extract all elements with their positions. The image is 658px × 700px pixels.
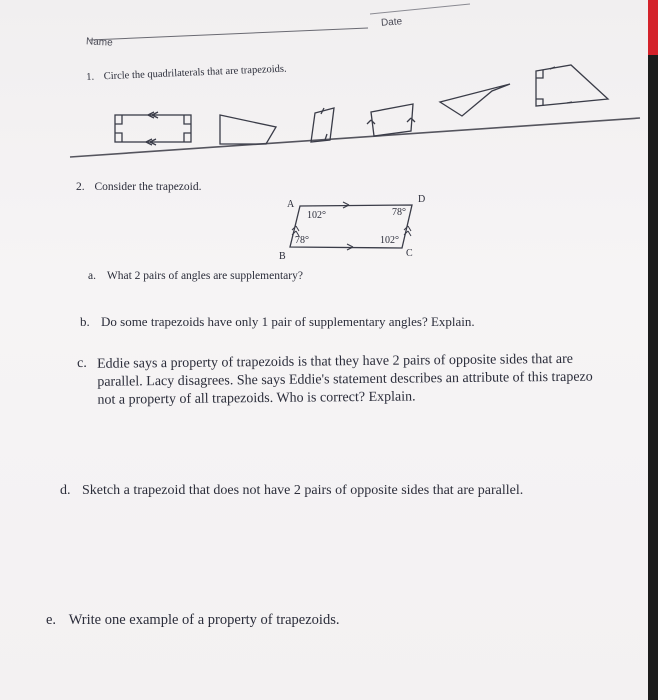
part-b — [80, 314, 475, 330]
part-a — [88, 270, 303, 282]
vertex-label-a: A — [287, 199, 295, 210]
part-a-letter: a. — [88, 270, 96, 282]
vertex-label-d: D — [418, 194, 426, 205]
part-c-letter: c. — [77, 355, 87, 371]
vertex-label-b: B — [279, 251, 286, 262]
side-arrows-right — [404, 226, 411, 236]
part-c-line-1: Eddie says a property of trapezoids is that they have 2 pairs of opposite sides that are — [97, 351, 574, 372]
part-e-letter: e. — [46, 612, 57, 628]
part-c-line-2: parallel. Lacy disagrees. She says Eddie's statement describes an attribute of this trapezo — [97, 369, 593, 390]
part-b-letter: b. — [80, 314, 90, 329]
angle-b: 78° — [295, 235, 309, 246]
part-e — [46, 612, 339, 629]
part-b-text: Do some trapezoids have only 1 pair of supplementary angles? Explain. — [101, 314, 475, 329]
part-d-text: Sketch a trapezoid that does not have 2 pairs of opposite sides that are parallel. — [82, 483, 524, 498]
part-d — [60, 483, 523, 499]
part-c — [77, 351, 593, 410]
vertex-label-c: C — [406, 248, 413, 259]
question-1-text: Circle the quadrilaterals that are trapezoids. — [103, 63, 287, 83]
question-1-number: 1. — [86, 71, 95, 83]
question-2-text: Consider the trapezoid. — [94, 181, 202, 193]
part-a-text: What 2 pairs of angles are supplementary? — [106, 270, 303, 282]
question-2-number: 2. — [76, 181, 85, 193]
part-e-text: Write one example of a property of trapezoids. — [68, 612, 340, 628]
angle-c: 102° — [380, 235, 399, 246]
part-c-line-3: not a property of all trapezoids. Who is correct? Explain. — [97, 389, 416, 408]
angle-d: 78° — [392, 207, 406, 218]
name-label: Name — [85, 36, 113, 49]
angle-a: 102° — [307, 210, 326, 221]
date-label: Date — [380, 16, 403, 29]
part-d-letter: d. — [60, 483, 71, 498]
